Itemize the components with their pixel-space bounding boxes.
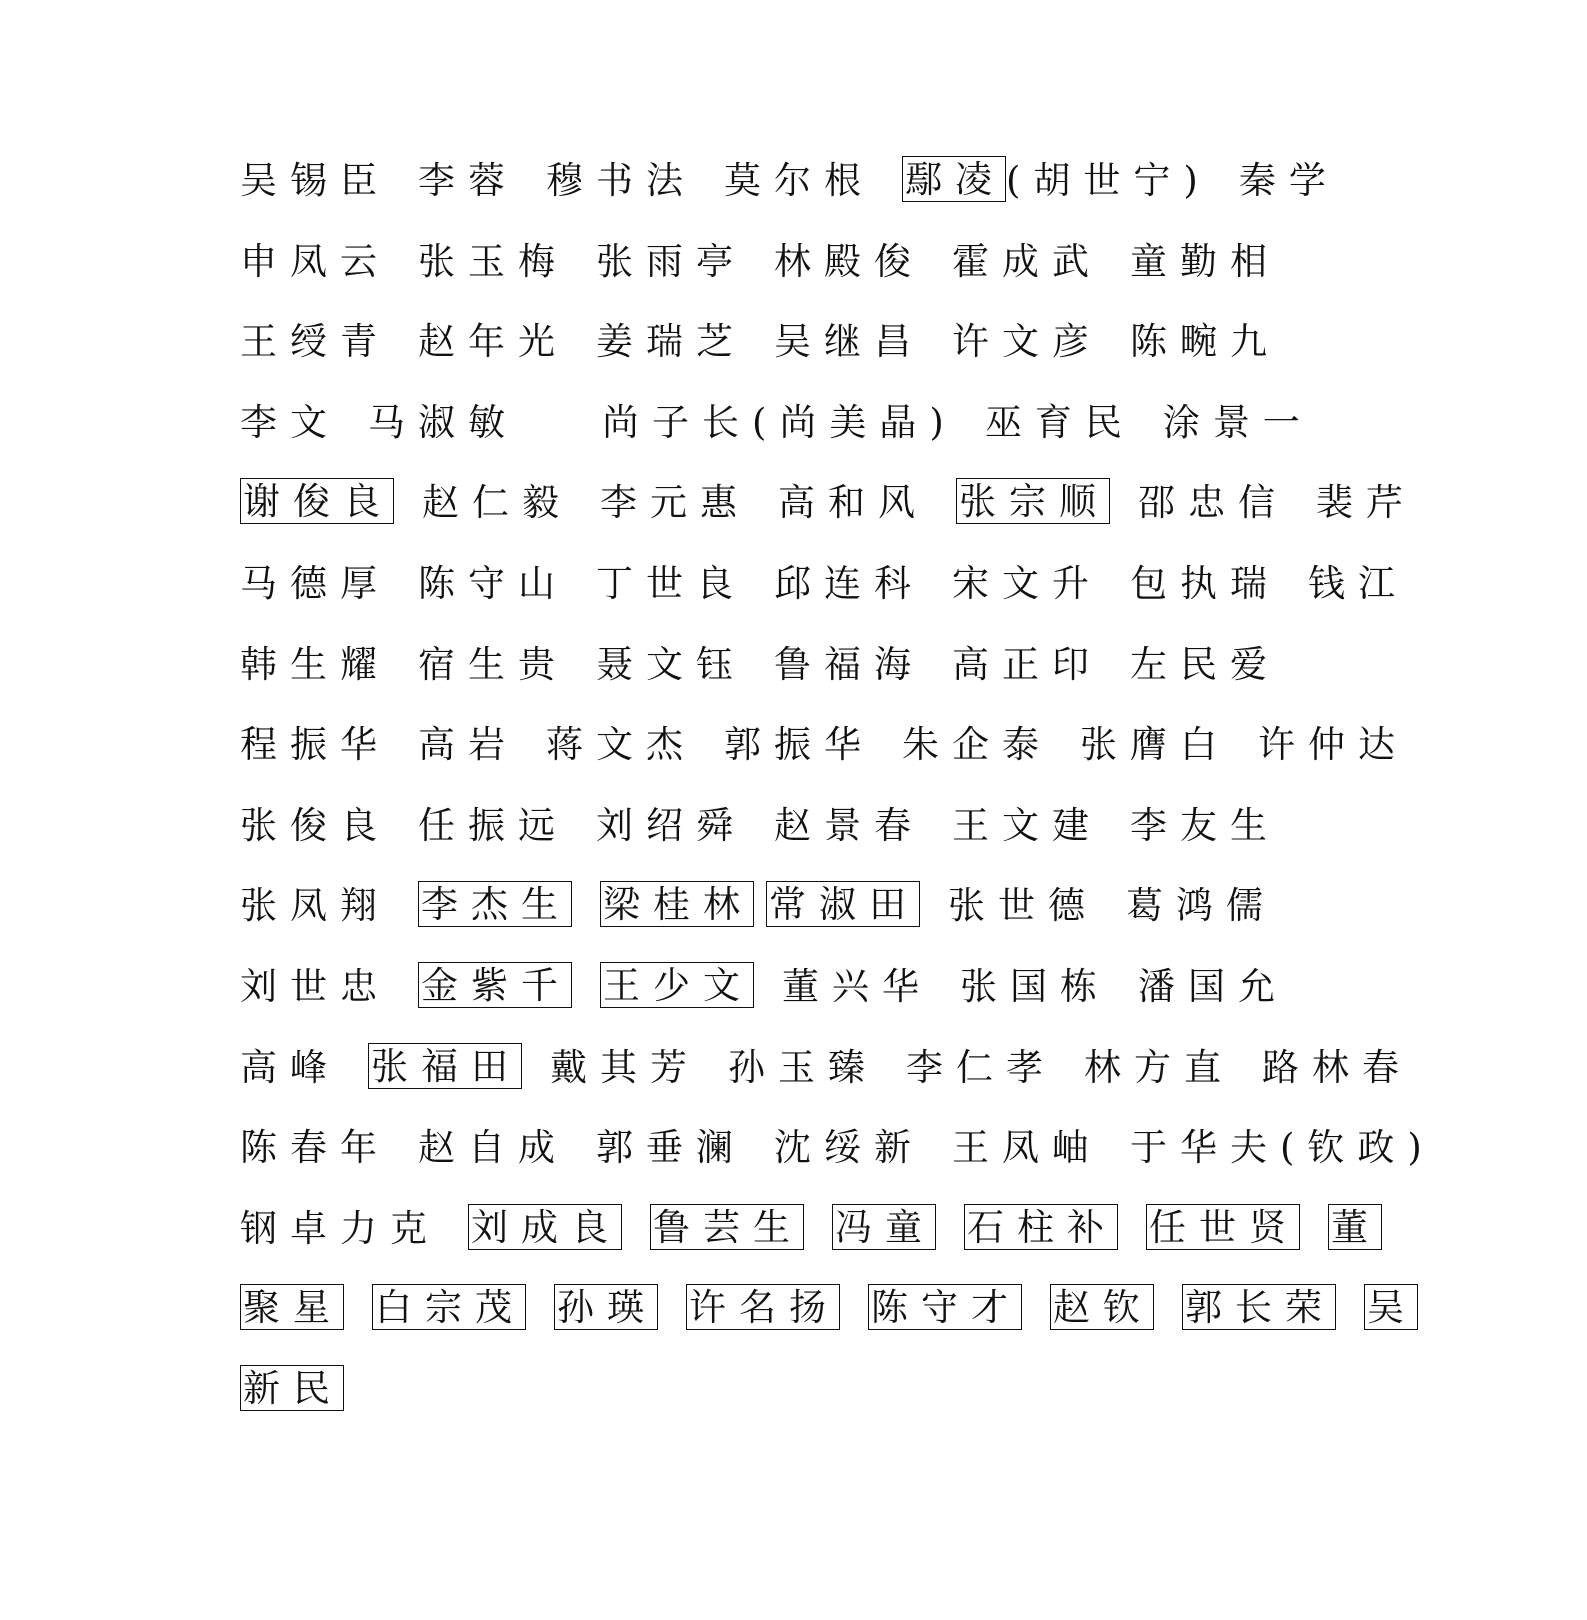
name: 邵忠信 [1138,481,1288,525]
boxed-name: 梁桂林 [600,881,754,927]
boxed-name: 石柱补 [964,1204,1118,1250]
boxed-name: 新民 [240,1365,344,1411]
boxed-name: 谢俊良 [240,478,394,524]
name-line [240,478,1416,528]
name: 莫尔根 [724,159,874,202]
name: 路林春 [1262,1045,1412,1089]
boxed-name: 白宗茂 [372,1284,526,1330]
name: 高岩 [418,723,518,767]
boxed-name: 赵钦 [1050,1284,1154,1330]
name: 张凤翔 [240,884,390,928]
name: 赵自成 [418,1126,568,1170]
boxed-name: 冯童 [832,1204,936,1250]
name-line [240,156,1339,206]
name: 巫育民 [984,400,1135,444]
name-line [240,1365,344,1415]
name: 董兴华 [782,965,932,1008]
name: 林方直 [1084,1045,1234,1089]
name: 李文 [240,400,340,444]
name: 陈春年 [240,1126,390,1170]
name-line [240,801,1280,851]
name-line [240,881,1276,931]
boxed-name: 张宗顺 [956,478,1110,524]
name: 包执瑞 [1130,562,1280,605]
name: 裴芹 [1316,481,1416,525]
name: 任振远 [418,803,568,847]
name: 潘国允 [1138,965,1288,1008]
name-line [240,640,1280,690]
name: 高正印 [952,642,1102,686]
name: 霍成武 [952,239,1102,283]
name: 李仁孝 [906,1045,1056,1089]
name: 王文建 [952,803,1102,847]
boxed-name: 李杰生 [418,881,572,927]
name: 马德厚 [240,562,390,605]
name: 郭垂澜 [596,1126,746,1170]
name: 赵仁毅 [422,481,572,525]
name-line [240,398,1313,448]
name: 朱企泰 [902,723,1052,767]
name: 戴其芳 [550,1045,700,1089]
name: 陈畹九 [1130,320,1280,364]
name: 赵景春 [774,803,924,847]
name: 高和风 [778,481,928,525]
boxed-name: 聚星 [240,1284,344,1330]
boxed-name: 郭长荣 [1182,1284,1336,1330]
name: 蒋文杰 [546,723,696,767]
name: 申凤云 [240,239,390,283]
boxed-name: 鄢凌 [902,156,1006,202]
boxed-name: 鲁芸生 [650,1204,804,1250]
name-line [240,317,1280,367]
name: 吴锡臣 [240,159,390,202]
boxed-name: 孙瑛 [554,1284,658,1330]
name-line [240,237,1280,287]
boxed-name: 董 [1328,1204,1382,1250]
name: 钢卓力克 [240,1206,440,1250]
name: (胡世宁) [1006,159,1211,202]
name: 吴继昌 [774,320,924,364]
name-line [240,720,1408,770]
name: 张世德 [948,884,1098,928]
name: 郭振华 [724,723,874,767]
name: 陈守山 [418,562,568,605]
name: 李友生 [1130,803,1280,847]
name: 李蓉 [418,159,518,202]
name-line [240,559,1408,609]
name: 穆书法 [546,159,696,202]
name: 秦学 [1238,159,1339,202]
name: 涂景一 [1162,400,1313,444]
boxed-name: 张福田 [368,1043,522,1089]
boxed-name: 常淑田 [766,881,920,927]
name: 童勤相 [1130,239,1280,283]
name: 高峰 [240,1045,340,1089]
name: 鲁福海 [774,642,924,686]
boxed-name: 吴 [1364,1284,1418,1330]
name: 张雨亭 [596,239,746,283]
name: 王绶青 [240,320,390,364]
name: 左民爱 [1130,642,1280,686]
boxed-name: 刘成良 [468,1204,622,1250]
name: 王凤岫 [952,1126,1102,1170]
name: 程振华 [240,723,390,767]
name: 张国栋 [960,965,1110,1008]
name-line [240,1284,1418,1334]
name: 宿生贵 [418,642,568,686]
name: 于华夫(钦政) [1130,1126,1435,1170]
name-line [240,1204,1382,1254]
name: 许文彦 [952,320,1102,364]
name: 丁世良 [596,562,746,605]
name: 刘绍舜 [596,803,746,847]
name: 许仲达 [1258,723,1408,767]
name: 韩生耀 [240,642,390,686]
name: 张玉梅 [418,239,568,283]
name: 赵年光 [418,320,568,364]
boxed-name: 陈守才 [868,1284,1022,1330]
name-line [240,962,1288,1012]
name: 张膺白 [1080,723,1230,767]
name: 张俊良 [240,803,390,847]
name: 宋文升 [952,562,1102,605]
name: 姜瑞芝 [596,320,746,364]
name: 马淑敏 [368,400,518,444]
name: 聂文钰 [596,642,746,686]
name: 钱江 [1308,562,1408,605]
name: 葛鸿儒 [1126,884,1276,928]
name: 李元惠 [600,481,750,525]
name: 邱连科 [774,562,924,605]
name: 孙玉臻 [728,1045,878,1089]
name: 刘世忠 [240,965,390,1008]
name-line [240,1123,1435,1173]
name: 沈绥新 [774,1126,924,1170]
boxed-name: 许名扬 [686,1284,840,1330]
boxed-name: 金紫千 [418,962,572,1008]
name-line [240,1043,1412,1093]
boxed-name: 任世贤 [1146,1204,1300,1250]
name: 尚子长(尚美晶) [602,400,957,444]
boxed-name: 王少文 [600,962,754,1008]
name: 林殿俊 [774,239,924,283]
